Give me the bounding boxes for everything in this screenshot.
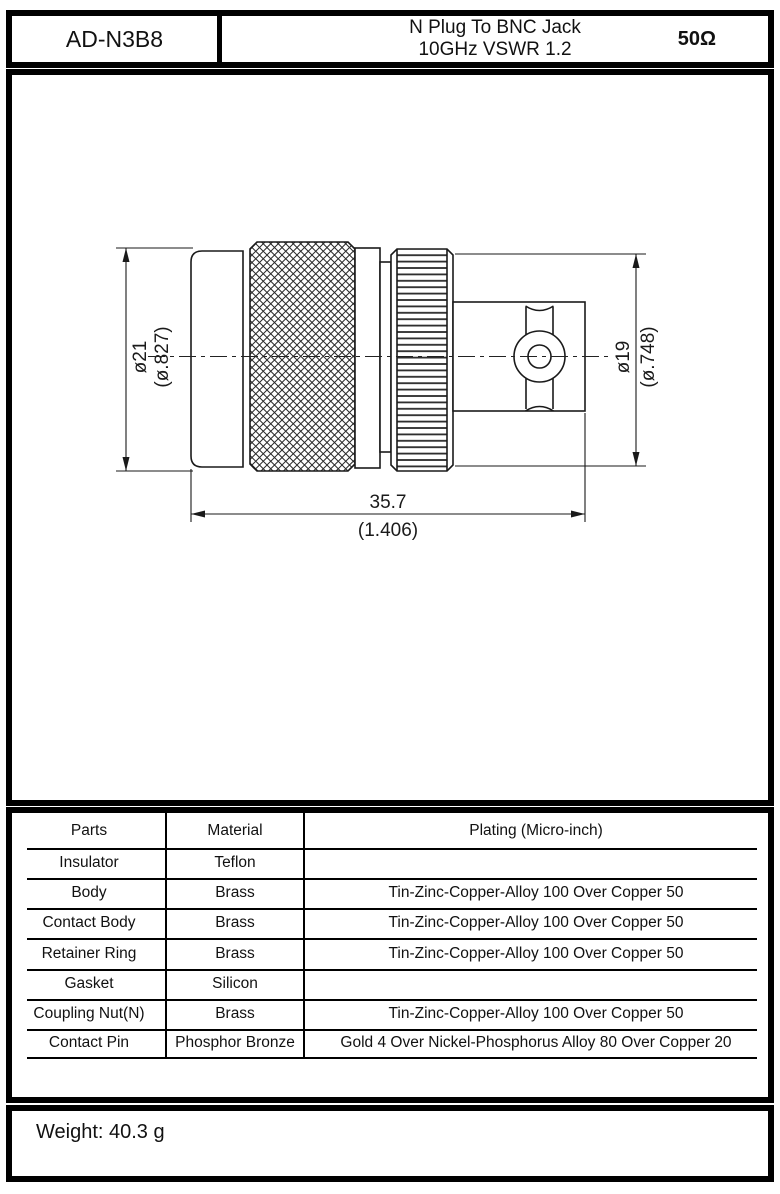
table-cell: Tin-Zinc-Copper-Alloy 100 Over Copper 50 <box>388 944 684 962</box>
table-row <box>12 969 768 999</box>
part-number: AD-N3B8 <box>12 16 222 62</box>
table-cell: Brass <box>215 944 255 962</box>
table-cell <box>304 969 768 999</box>
impedance-label: 50Ω <box>677 27 716 50</box>
table-cell: Tin-Zinc-Copper-Alloy 100 Over Copper 50 <box>388 1005 684 1022</box>
table-cell: Tin-Zinc-Copper-Alloy 100 Over Copper 50 <box>388 914 684 931</box>
materials-table-panel <box>6 807 774 1103</box>
bnc-knurl-ring-hatch <box>397 250 447 470</box>
table-rule <box>27 908 757 910</box>
table-cell: Coupling Nut(N) <box>33 1005 145 1022</box>
dim-right-mm-label: ø19 <box>613 340 634 374</box>
table-cell: Silicon <box>212 975 258 992</box>
weight-label: Weight: 40.3 g <box>36 1121 165 1143</box>
dim-left-inch-label: (ø.827) <box>152 326 173 388</box>
table-row <box>12 878 768 908</box>
column-header-plating: Plating (Micro-inch) <box>469 821 603 839</box>
table-row <box>12 908 768 938</box>
materials-table <box>12 813 768 1097</box>
table-rule <box>27 938 757 940</box>
table-row <box>12 1029 768 1057</box>
table-rule <box>27 878 757 880</box>
table-rule <box>27 1029 757 1031</box>
table-cell: Contact Body <box>42 914 136 931</box>
table-cell: Brass <box>215 884 255 901</box>
table-cell: Retainer Ring <box>41 944 137 962</box>
n-plug-body <box>191 251 243 467</box>
dim-left-mm-label: ø21 <box>130 340 151 374</box>
collar <box>355 248 380 468</box>
technical-drawing-panel <box>6 69 774 806</box>
table-cell <box>304 848 768 878</box>
table-rule <box>27 969 757 971</box>
table-cell: Phosphor Bronze <box>175 1034 295 1051</box>
dim-right-inch-label: (ø.748) <box>638 326 659 388</box>
table-cell: Teflon <box>214 854 256 871</box>
table-row <box>12 848 768 878</box>
table-rule <box>27 1057 757 1059</box>
table-row <box>12 938 768 969</box>
dim-length-mm-label: 35.7 <box>369 492 407 513</box>
column-header-material: Material <box>207 821 263 839</box>
table-cell: Gasket <box>64 975 114 992</box>
table-rule <box>27 848 757 850</box>
connector-drawing <box>12 75 768 800</box>
table-cell: Brass <box>215 1005 255 1022</box>
table-cell: Tin-Zinc-Copper-Alloy 100 Over Copper 50 <box>388 884 684 901</box>
title-line-2: 10GHz VSWR 1.2 <box>418 39 572 60</box>
column-header-parts: Parts <box>70 821 108 839</box>
footer <box>6 1105 774 1182</box>
table-header-row <box>12 813 768 848</box>
dim-length-inch-label: (1.406) <box>357 520 419 541</box>
header-title-area <box>222 16 768 62</box>
table-cell: Body <box>71 884 107 901</box>
table-cell: Gold 4 Over Nickel-Phosphorus Alloy 80 Over Copper 20 <box>340 1034 732 1051</box>
table-cell: Insulator <box>59 854 119 871</box>
header <box>6 10 774 68</box>
table-rule <box>27 999 757 1001</box>
table-cell: Brass <box>215 914 255 931</box>
table-cell: Contact Pin <box>48 1034 130 1051</box>
table-row <box>12 999 768 1029</box>
title-line-1: N Plug To BNC Jack <box>409 17 581 38</box>
